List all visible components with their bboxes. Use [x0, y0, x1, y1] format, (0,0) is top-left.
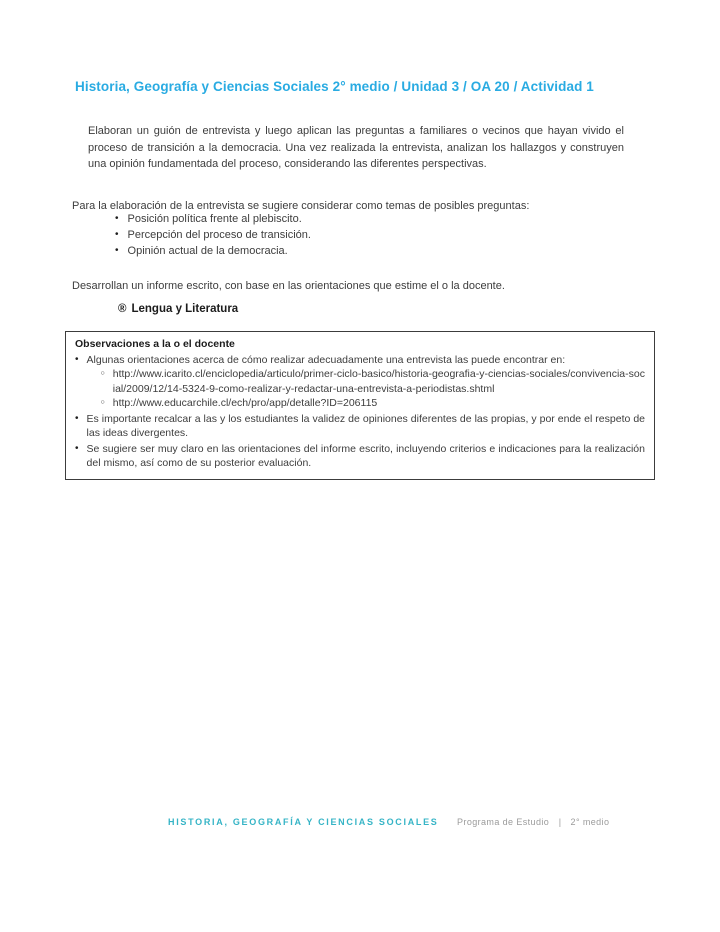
footer-doc-label: Programa de Estudio: [457, 817, 550, 827]
intro-paragraph: Elaboran un guión de entrevista y luego aplican las preguntas a familiares o vecinos que hayan vivido el proceso de transición a la democracia. Una vez realizada la entrevista, analizan los hallazgos y construyen una opinión fundamentada del proceso, considerando las diferentes perspectivas.: [88, 125, 624, 170]
registered-icon: ®: [118, 303, 127, 315]
list-item: [115, 243, 595, 259]
footer-section-title: HISTORIA, GEOGRAFÍA Y CIENCIAS SOCIALES: [168, 817, 439, 827]
bullet-icon: •: [115, 229, 119, 240]
observation-text: Es importante recalcar a las y los estudiantes la validez de opiniones diferentes de las propias, y por ende el respeto de las ideas divergentes.: [86, 412, 645, 439]
report-paragraph: Desarrollan un informe escrito, con base en las orientaciones que estime el o la docente.: [72, 280, 505, 292]
observation-text: [87, 353, 645, 411]
related-subject-label: Lengua y Literatura: [131, 303, 239, 315]
list-item: [101, 396, 645, 411]
topic-list: [115, 211, 595, 259]
observation-item: [75, 412, 645, 441]
bullet-icon: •: [115, 245, 119, 256]
observation-item: [75, 353, 645, 411]
footer-level-label: 2° medio: [570, 817, 610, 827]
observation-item: [75, 442, 645, 471]
bullet-icon: •: [115, 213, 119, 224]
observations-title: Observaciones a la o el docente: [75, 338, 235, 350]
bullet-icon: •: [75, 412, 79, 424]
list-item: [115, 211, 595, 227]
bullet-icon: •: [75, 353, 79, 365]
lead-paragraph: Para la elaboración de la entrevista se sugiere considerar como temas de posibles preguntas:: [72, 200, 530, 212]
link-list: [101, 367, 645, 411]
related-subject: [118, 303, 238, 315]
page-footer: [168, 817, 609, 827]
topic-text: Percepción del proceso de transición.: [127, 229, 311, 241]
topic-text: Posición política frente al plebiscito.: [127, 213, 302, 225]
topic-text: Opinión actual de la democracia.: [127, 245, 288, 257]
bullet-icon: •: [75, 442, 79, 454]
resource-link-educarchile[interactable]: http://www.educarchile.cl/ech/pro/app/detalle?ID=206115: [112, 397, 378, 409]
observations-box: [65, 331, 655, 480]
observation-text: Se sugiere ser muy claro en las orientaciones del informe escrito, incluyendo criterios e indicaciones para la realización del mismo, así como de su posterior evaluación.: [86, 442, 645, 469]
observation-lead: Algunas orientaciones acerca de cómo realizar adecuadamente una entrevista las puede encontrar en:: [86, 353, 566, 366]
list-item: [115, 227, 595, 243]
list-item: [101, 367, 645, 396]
resource-link-icarito[interactable]: http://www.icarito.cl/enciclopedia/articulo/primer-ciclo-basico/historia-geografia-y-ciencias-sociales/convivencia-social/2009/12/14-5324-9-como-realizar-y-redactar-una-entrevista-a-periodistas.shtml: [112, 368, 645, 395]
footer-separator: |: [558, 817, 562, 827]
circle-bullet-icon: ○: [100, 399, 105, 406]
circle-bullet-icon: ○: [100, 370, 105, 377]
page-title: Historia, Geografía y Ciencias Sociales 2° medio / Unidad 3 / OA 20 / Actividad 1: [75, 79, 594, 94]
